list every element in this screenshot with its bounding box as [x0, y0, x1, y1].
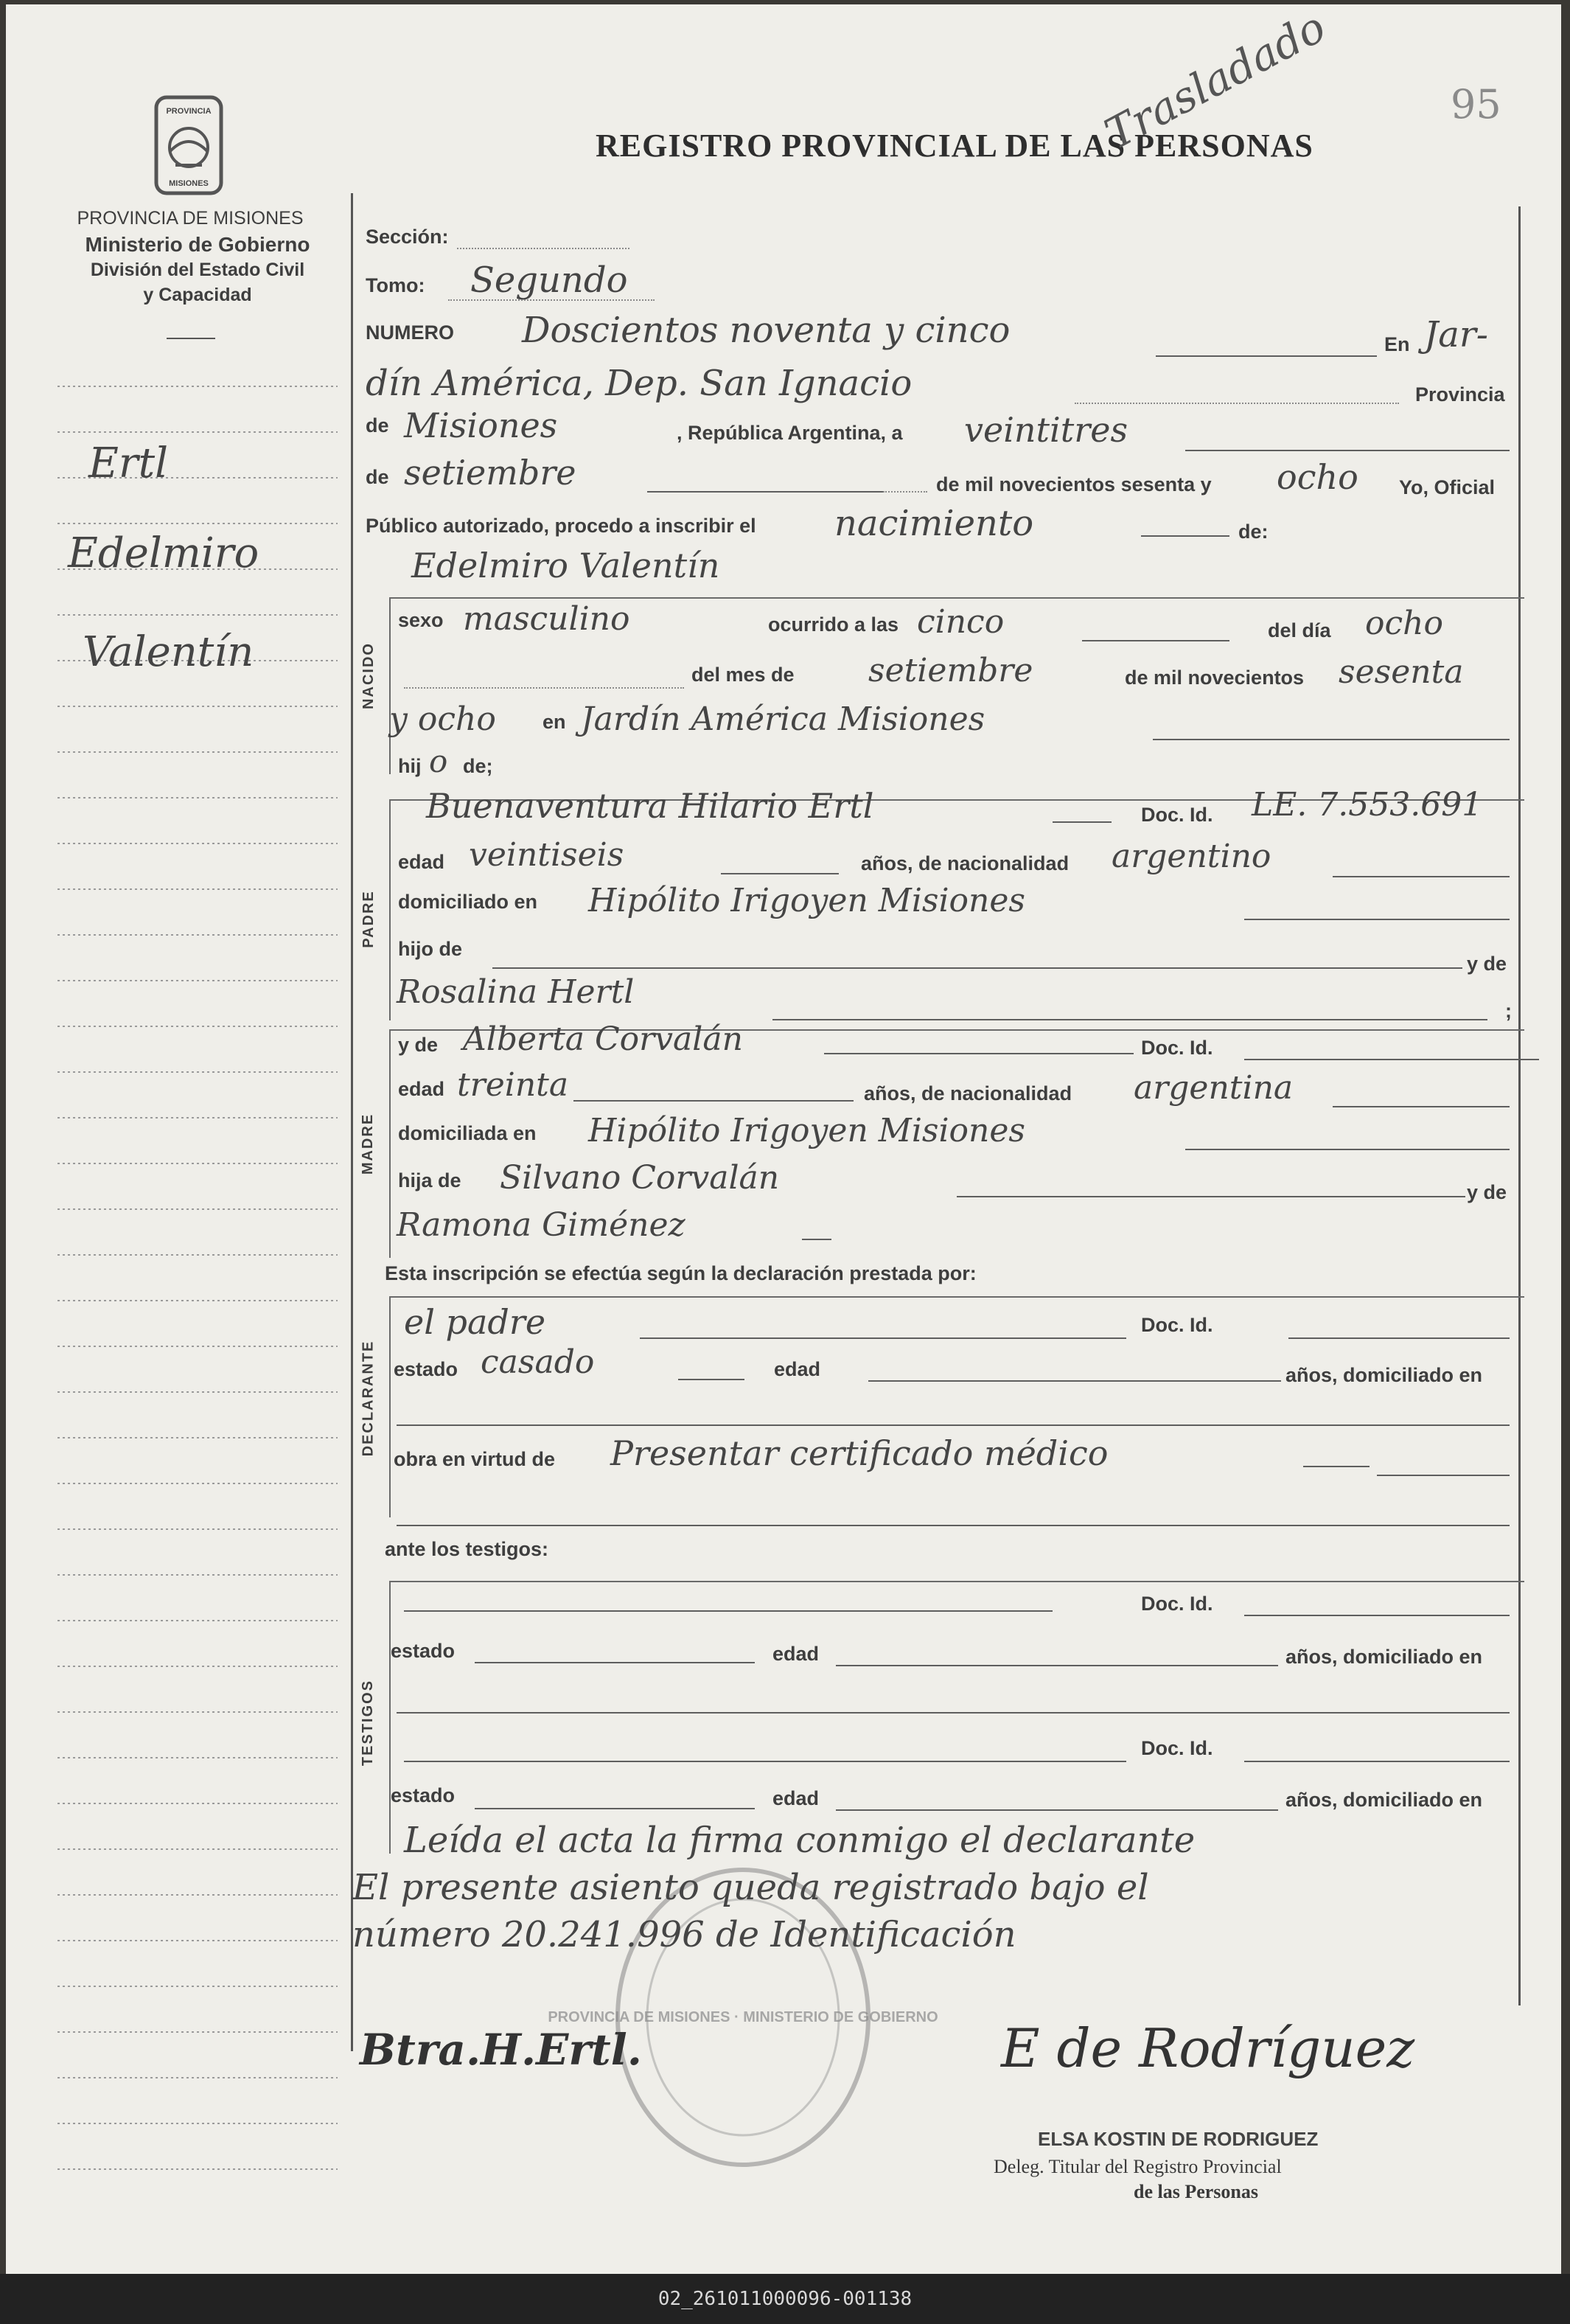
division-name: División del Estado Civil: [90, 260, 305, 280]
label-provincia: Provincia: [1415, 383, 1505, 406]
official-name: ELSA KOSTIN DE RODRIGUEZ: [1038, 2128, 1319, 2150]
label-seccion: Sección:: [366, 226, 449, 248]
line-madre-madre: [802, 1239, 831, 1240]
label-de-1: de: [366, 414, 389, 436]
closing-note-1: Leída el acta la firma conmigo el declarante: [404, 1820, 1196, 1861]
padre-bracket-v: [389, 799, 391, 1020]
official-title-2: de las Personas: [1134, 2181, 1258, 2202]
label-testigo2-anos: años, domiciliado en: [1285, 1789, 1483, 1811]
label-madre-edad: edad: [398, 1078, 445, 1100]
value-anio-nac-b: y ocho: [389, 700, 496, 738]
line-testigo1: [404, 1610, 1053, 1612]
value-numero: Doscientos noventa y cinco: [522, 310, 1011, 351]
testigos-bracket-v: [389, 1581, 391, 1854]
line-padre-nombre: [1053, 821, 1112, 823]
label-de-colon: de:: [1238, 521, 1269, 543]
label-del-dia: del día: [1268, 619, 1331, 641]
official-title: Deleg. Titular del Registro Provincial: [994, 2156, 1282, 2177]
value-padre-abuela: Rosalina Hertl: [397, 973, 635, 1011]
label-padre-doc: Doc. Id.: [1141, 804, 1213, 826]
side-label-declarante-text: DECLARANTE: [360, 1340, 377, 1456]
value-anio: ocho: [1277, 457, 1358, 497]
closing-note-3: número 20.241.996 de Identificación: [352, 1914, 1016, 1955]
label-testigo2-edad: edad: [772, 1787, 820, 1809]
crest-top-text: PROVINCIA: [166, 107, 212, 116]
line-testigo1-dom: [397, 1712, 1510, 1714]
label-madre-dom: domiciliada en: [398, 1122, 537, 1144]
line-madre-hija-de: [957, 1196, 1465, 1197]
closing-note-2: El presente asiento queda registrado bajo el: [352, 1867, 1149, 1908]
province-crest-icon: [153, 94, 224, 205]
line-hora: [1082, 640, 1229, 641]
label-padre-hijo-de: hijo de: [398, 938, 462, 960]
line-testigo2-estado: [475, 1808, 755, 1809]
madre-bracket-v: [389, 1029, 391, 1258]
crest-bottom-text: MISIONES: [169, 179, 209, 188]
value-dia-nac: ocho: [1365, 605, 1443, 642]
image-caption-bar: [0, 2274, 1570, 2324]
line-padre-nac: [1333, 876, 1510, 877]
label-de-2: de: [366, 466, 389, 488]
line-testigo1-edad: [836, 1665, 1278, 1666]
label-ocurrido: ocurrido a las: [768, 613, 899, 636]
label-padre-anos: años, de nacionalidad: [861, 852, 1070, 874]
side-label-declarante: [354, 1302, 383, 1494]
value-madre-nac: argentina: [1134, 1069, 1294, 1107]
value-declarante-estado: casado: [481, 1343, 595, 1381]
value-acto: nacimiento: [834, 503, 1034, 544]
label-testigo1-doc: Doc. Id.: [1141, 1593, 1213, 1615]
value-lugar-a: Jar-: [1424, 314, 1489, 355]
line-lugar-nac: [1153, 739, 1510, 740]
line-declarante: [640, 1337, 1126, 1339]
margin-stamp: Trasladado: [1097, 1, 1334, 160]
label-testigo1-estado: estado: [391, 1640, 456, 1662]
label-madre-y-de-2: y de: [1467, 1181, 1507, 1203]
line-numero: [1156, 355, 1377, 357]
value-obra: Presentar certificado médico: [610, 1433, 1109, 1473]
side-label-testigos: [354, 1582, 383, 1862]
line-acto: [1141, 535, 1229, 537]
line-madre-edad: [573, 1100, 854, 1102]
declarante-bracket-v: [389, 1296, 391, 1517]
seal-text: PROVINCIA DE MISIONES · MINISTERIO DE GOBIERNO: [548, 2009, 938, 2025]
field-line-lugar: [1075, 403, 1399, 404]
line-obra: [1377, 1475, 1510, 1476]
side-label-madre: [354, 1029, 383, 1258]
line-padre-hijo-de: [492, 967, 1462, 969]
label-hij: hij: [398, 755, 422, 777]
label-testigo1-anos: años, domiciliado en: [1285, 1646, 1483, 1668]
margin-second-name: Valentín: [83, 628, 254, 676]
division-name-2: y Capacidad: [143, 285, 252, 305]
nacido-bracket: [389, 597, 1524, 599]
province-name: PROVINCIA DE MISIONES: [77, 208, 304, 229]
label-madre-doc: Doc. Id.: [1141, 1037, 1213, 1059]
value-padre-nac: argentino: [1112, 838, 1271, 875]
label-publico: Público autorizado, procedo a inscribir el: [366, 515, 756, 537]
value-dia-letras: veintitres: [964, 410, 1128, 450]
frame-right-line: [1518, 206, 1521, 2005]
line-padre-edad: [721, 873, 839, 874]
label-mil-novecientos: de mil novecientos: [1125, 667, 1305, 689]
label-en-lower: en: [542, 711, 566, 733]
field-line-mes-nac: [404, 687, 684, 689]
value-madre-padre: Silvano Corvalán: [500, 1159, 780, 1197]
line-testigo2-doc: [1244, 1761, 1510, 1762]
label-tomo: Tomo:: [366, 274, 425, 296]
label-del-mes: del mes de: [691, 664, 795, 686]
line-testigo1-estado: [475, 1662, 755, 1663]
line-madre-nac: [1333, 1106, 1510, 1107]
line-obra-dash: [1303, 1466, 1370, 1467]
value-nombre: Edelmiro Valentín: [411, 546, 720, 585]
value-anio-nac-a: sesenta: [1339, 653, 1464, 691]
label-padre-dom: domiciliado en: [398, 891, 538, 913]
ministry-name: Ministerio de Gobierno: [85, 233, 310, 256]
line-declarante-dom: [397, 1424, 1510, 1426]
label-madre-hija-de: hija de: [398, 1169, 461, 1191]
nacido-bracket-v: [389, 597, 391, 774]
label-ante-testigos: ante los testigos:: [385, 1538, 549, 1560]
value-padre-doc: LE. 7.553.691: [1252, 786, 1483, 824]
value-sexo: masculino: [463, 600, 630, 638]
value-padre-nombre: Buenaventura Hilario Ertl: [426, 786, 874, 826]
field-line-mes: [883, 491, 927, 493]
header-rule: [167, 338, 215, 339]
value-lugar-b: dín América, Dep. San Ignacio: [366, 363, 913, 404]
label-numero: NUMERO: [366, 321, 454, 344]
value-hij-suffix: o: [429, 743, 448, 779]
value-padre-edad: veintiseis: [469, 836, 624, 874]
margin-first-name: Edelmiro: [68, 529, 259, 577]
label-obra: obra en virtud de: [394, 1448, 556, 1470]
label-yo-oficial: Yo, Oficial: [1399, 476, 1496, 498]
side-label-nacido-text: NACIDO: [360, 641, 377, 709]
line-padre-abuela: [772, 1019, 1487, 1020]
line-madre-doc: [1244, 1059, 1539, 1060]
label-de-semi: de;: [463, 755, 493, 777]
side-label-madre-text: MADRE: [360, 1113, 377, 1175]
label-esta-inscripcion: Esta inscripción se efectúa según la declaración prestada por:: [385, 1262, 977, 1284]
value-lugar-nac: Jardín América Misiones: [581, 700, 985, 738]
label-testigo2-estado: estado: [391, 1784, 456, 1806]
line-madre-dom: [1185, 1149, 1510, 1150]
value-madre-nombre: Alberta Corvalán: [463, 1020, 743, 1058]
document-title: REGISTRO PROVINCIAL DE LAS PERSONAS: [596, 128, 1313, 164]
label-padre-y-de: y de: [1467, 953, 1507, 975]
value-mes: setiembre: [404, 453, 576, 493]
label-madre-y-de: y de: [398, 1034, 439, 1056]
label-republica: , República Argentina, a: [677, 422, 903, 444]
value-provincia: Misiones: [404, 406, 558, 445]
label-testigo2-doc: Doc. Id.: [1141, 1737, 1213, 1759]
line-testigo2: [404, 1761, 1126, 1762]
label-padre-edad: edad: [398, 851, 445, 873]
official-signature: E de Rodríguez: [1001, 2017, 1415, 2079]
label-semicolon: ;: [1505, 1000, 1512, 1022]
label-sexo: sexo: [398, 609, 444, 631]
side-label-padre: [354, 801, 383, 1037]
label-declarante-doc: Doc. Id.: [1141, 1314, 1213, 1336]
value-declarante: el padre: [404, 1302, 546, 1342]
field-line-seccion: [457, 248, 629, 249]
value-padre-dom: Hipólito Irigoyen Misiones: [588, 882, 1025, 919]
line-padre-dom: [1244, 919, 1510, 920]
label-declarante-edad: edad: [774, 1358, 821, 1380]
margin-surname: Ertl: [88, 439, 169, 487]
line-declarante-doc: [1288, 1337, 1510, 1339]
line-mes: [647, 491, 883, 493]
value-tomo: Segundo: [470, 260, 628, 301]
field-line-tomo: [448, 299, 655, 301]
document-sheet: [6, 1, 1561, 2274]
line-dia: [1185, 450, 1510, 451]
line-testigo1-doc: [1244, 1615, 1510, 1616]
label-declarante-estado: estado: [394, 1358, 458, 1380]
side-label-nacido: [354, 587, 383, 764]
line-testigo2-edad: [836, 1809, 1278, 1811]
side-label-padre-text: PADRE: [360, 889, 377, 948]
testigos-bracket: [389, 1581, 1524, 1582]
line-madre-nombre: [824, 1053, 1134, 1054]
value-mes-nac: setiembre: [868, 652, 1033, 689]
line-edad: [868, 1380, 1281, 1382]
frame-left-line: [351, 193, 353, 2051]
side-label-testigos-text: TESTIGOS: [360, 1679, 377, 1766]
label-en: En: [1384, 333, 1410, 355]
value-madre-dom: Hipólito Irigoyen Misiones: [588, 1112, 1025, 1149]
label-declarante-anos: años, domiciliado en: [1285, 1364, 1483, 1386]
declarante-signature: Btra.H.Ertl.: [360, 2025, 642, 2075]
line-obra-2: [397, 1525, 1510, 1526]
label-testigo1-edad: edad: [772, 1643, 820, 1665]
label-mil-sesenta: de mil novecientos sesenta y: [936, 473, 1212, 495]
line-estado: [678, 1379, 744, 1380]
value-hora: cinco: [917, 603, 1005, 641]
label-madre-anos: años, de nacionalidad: [864, 1082, 1072, 1104]
page-number: 95: [1451, 81, 1501, 128]
value-madre-edad: treinta: [457, 1066, 569, 1104]
value-madre-madre: Ramona Giménez: [397, 1206, 685, 1244]
image-identifier: 02_261011000096-001138: [657, 2288, 913, 2310]
declarante-bracket: [389, 1296, 1524, 1298]
